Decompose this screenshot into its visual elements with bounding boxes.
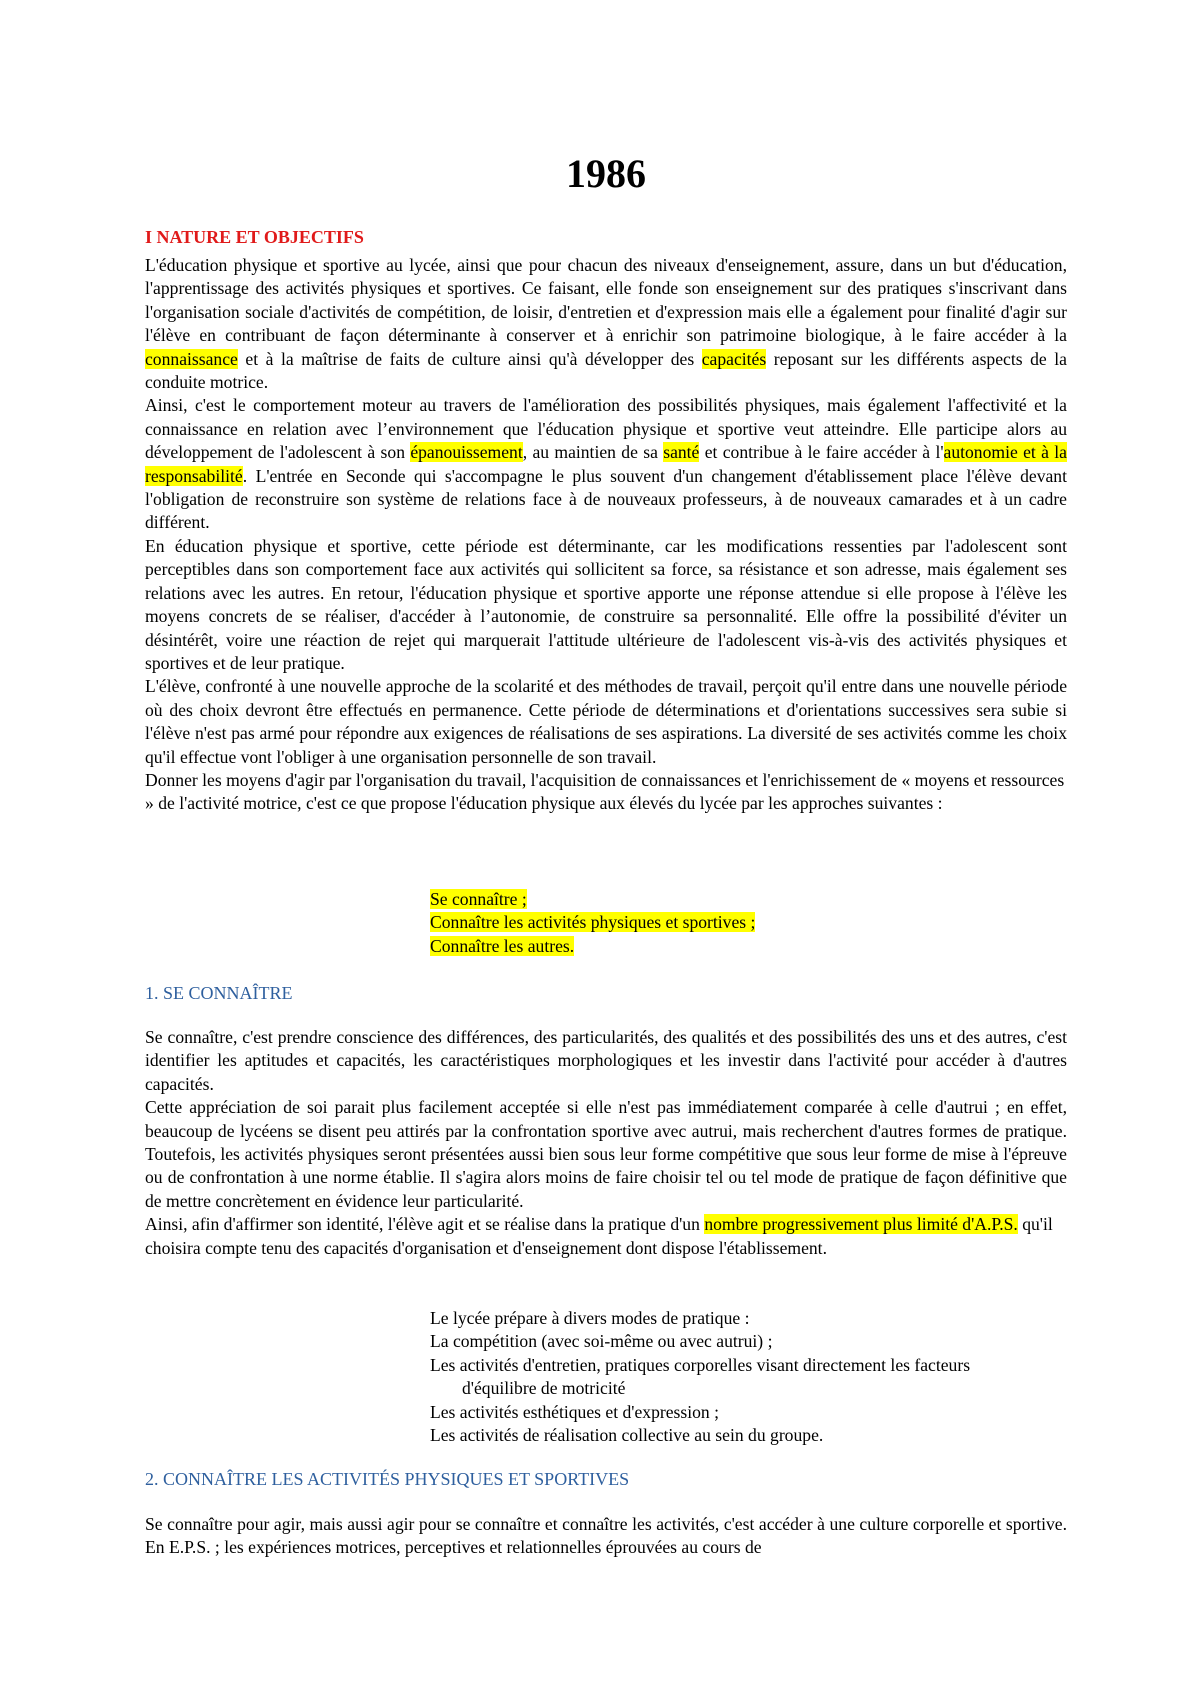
paragraph	[145, 1213, 1067, 1260]
section2-text	[145, 1513, 1067, 1560]
list-item	[430, 888, 1070, 911]
text: et contribue à le faire accéder à l'	[699, 442, 944, 463]
paragraph: Se connaître, c'est prendre conscience des différences, des particularités, des qualités et des possibilités des uns et des autres, c'est identifier les aptitudes et capacités, les caractéristiques morphologiques et les investir dans l'activité pour accéder à d'autres capacités.	[145, 1027, 1067, 1094]
approach-item: Connaître les autres.	[430, 935, 575, 956]
highlight-nombre-aps: nombre progressivement plus limité d'A.P.S.	[704, 1214, 1018, 1235]
highlight-sante: santé	[663, 442, 700, 463]
paragraph-2	[145, 394, 1067, 534]
highlight-epanouissement: épanouissement	[410, 442, 523, 463]
highlight-capacites: capacités	[701, 348, 767, 369]
list-item	[430, 911, 1070, 934]
text: , au maintien de sa	[522, 442, 664, 463]
highlight-autonomie: autonomie et à la responsabilité	[145, 442, 1067, 486]
text: . L'entrée en Seconde qui s'accompagne le plus souvent d'un changement d'établissement place l'élève devant l'obligation de reconstruire son système de relations face à de nouveaux professeurs, à de nouveaux camarades et à un cadre différent.	[145, 465, 1067, 533]
text: qu'il choisira compte tenu des capacités d'organisation et d'enseignement dont dispose l'établissement.	[145, 1214, 1053, 1258]
approach-item: Se connaître ;	[430, 889, 527, 909]
list-item	[430, 935, 1070, 958]
paragraph-3: En éducation physique et sportive, cette période est déterminante, car les modifications ressenties par l'adolescent sont perceptibles dans son comportement face aux activités qui sollicitent sa force, sa résistance et son adresse, mais également ses relations avec les autres. En retour, l'éducation physique et sportive apporte une réponse attendue si elle propose à l'élève les moyens concrets de se réaliser, d'accéder à l’autonomie, de construire sa personnalité. Elle offre la possibilité d'éviter un désintérêt, voire une réaction de rejet qui marquerait l'attitude ultérieure de l'adolescent vis-à-vis des activités physiques et sportives et de leur pratique.	[145, 535, 1067, 673]
page-title: 1986	[566, 151, 646, 196]
text: reposant sur les différents aspects de la conduite motrice.	[145, 348, 1067, 393]
section-heading-se-connaitre: 1. SE CONNAÎTRE	[145, 983, 293, 1003]
modes-list	[430, 1307, 1070, 1447]
text: L'éducation physique et sportive au lycée, ainsi que pour chacun des niveaux d'enseignement, assure, dans un but d'éducation, l'apprentissage des activités physiques et sportives. Ce faisant, elle fonde son enseignement sur des pratiques s'inscrivant dans l'organisation sociale d'activités de compétition, de loisir, d'entretien et d'expression mais elle a également pour finalité d'agir sur l'élève en contribuant de façon déterminante à conserver et à enrichir son patrimoine biologique, à le faire accéder à la	[145, 255, 1067, 346]
intro-text	[145, 254, 1067, 816]
highlight-connaissance: connaissance	[145, 348, 238, 369]
paragraph: Se connaître pour agir, mais aussi agir pour se connaître et connaître les activités, c'est accéder à une culture corporelle et sportive. En E.P.S. ; les expériences motrices, perceptives et relationnelles éprouvées au cours de	[145, 1514, 1067, 1558]
list-item: Les activités de réalisation collective au sein du groupe.	[430, 1425, 824, 1446]
section-heading-nature: I NATURE ET OBJECTIFS	[145, 227, 364, 247]
section-heading-connaitre-aps: 2. CONNAÎTRE LES ACTIVITÉS PHYSIQUES ET SPORTIVES	[145, 1469, 630, 1489]
approach-item: Connaître les activités physiques et sportives ;	[430, 912, 756, 933]
paragraph: Cette appréciation de soi parait plus facilement acceptée si elle n'est pas immédiatement comparée à celle d'autrui ; en effet, beaucoup de lycéens se disent peu attirés par la confrontation sportive avec autrui, mais recherchent d'autres formes de pratique. Toutefois, les activités physiques seront présentées aussi bien sous leur forme compétitive que sous leur forme de mise à l'épreuve ou de confrontation à une norme établie. Il s'agira alors moins de faire choisir tel ou tel mode de pratique de façon définitive que de mettre concrètement en évidence leur particularité.	[145, 1097, 1067, 1211]
section1-text	[145, 1026, 1067, 1260]
approaches-list	[430, 888, 1070, 958]
paragraph-5: Donner les moyens d'agir par l'organisation du travail, l'acquisition de connaissances et l'enrichissement de « moyens et ressources » de l'activité motrice, c'est ce que propose l'éducation physique aux élevés du lycée par les approches suivantes :	[145, 769, 1065, 814]
list-item-continuation: d'équilibre de motricité	[462, 1378, 626, 1399]
list-item: La compétition (avec soi-même ou avec autrui) ;	[430, 1331, 773, 1352]
text: Ainsi, c'est le comportement moteur au travers de l'amélioration des possibilités physiques, mais également l'affectivité et la connaissance en relation avec l’environnement que l'éducation physique et sportive veut atteindre. Elle participe alors au développement de l'adolescent à son	[145, 395, 1067, 463]
list-intro: Le lycée prépare à divers modes de pratique :	[430, 1308, 750, 1328]
list-item: Les activités esthétiques et d'expression ;	[430, 1401, 719, 1422]
text: Ainsi, afin d'affirmer son identité, l'élève agit et se réalise dans la pratique d'un	[145, 1214, 705, 1235]
paragraph-1	[145, 254, 1067, 394]
list-item: Les activités d'entretien, pratiques corporelles visant directement les facteurs	[430, 1354, 971, 1375]
text: et à la maîtrise de faits de culture ainsi qu'à développer des	[237, 348, 702, 369]
paragraph-4: L'élève, confronté à une nouvelle approche de la scolarité et des méthodes de travail, perçoit qu'il entre dans une nouvelle période où des choix devront être effectués en permanence. Cette période de déterminations et d'orientations successives sera subie si l'élève n'est pas armé pour répondre aux exigences de réalisations de ses aspirations. La diversité de ses activités comme les choix qu'il effectue vont l'obliger à une organisation personnelle de son travail.	[145, 676, 1067, 767]
